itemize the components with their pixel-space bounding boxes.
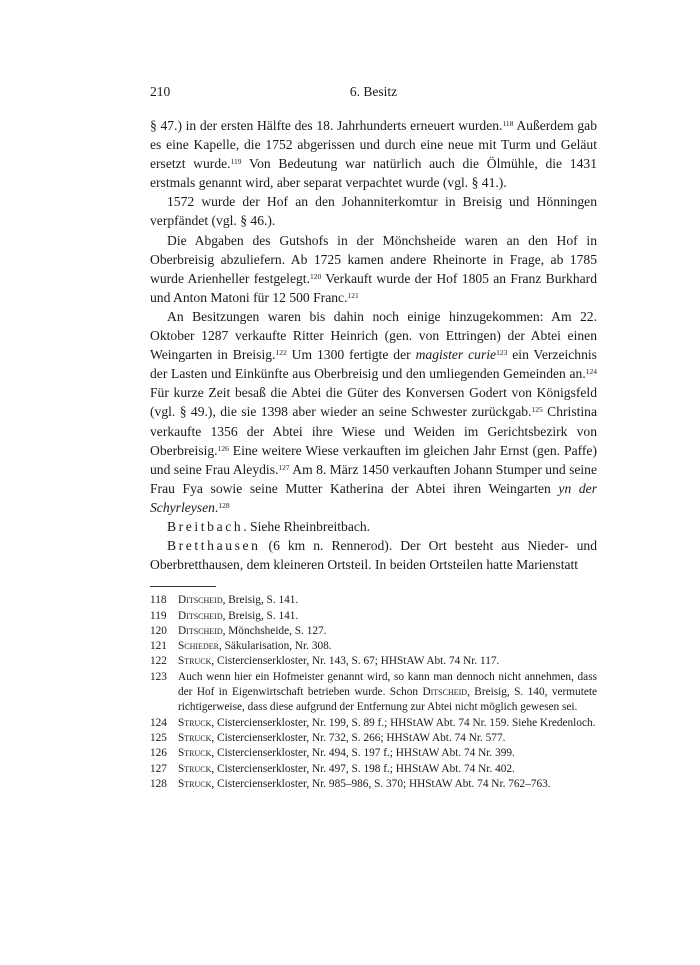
footnote-author: Struck: [178, 731, 212, 744]
footnote-text: [178, 746, 597, 761]
footnote: [150, 746, 597, 761]
footnote-number: 126: [150, 747, 167, 760]
footnote: [150, 639, 597, 654]
italic-term: magister curie: [415, 347, 497, 363]
footnote: [150, 670, 597, 716]
footnote-text: [178, 716, 597, 731]
text-run: An Besitzungen waren bis dahin noch einige hinzugekommen: Am 22. Oktober 1287 verkaufte Ritter Heinrich (gen. von Ettringen) der Abtei einen Weingarten in Breisig.: [150, 308, 597, 363]
footnote-citation: , Säkularisation, Nr. 308.: [218, 640, 332, 653]
text-run: Eine weitere Wiese verkauften im gleichen Jahr Ernst (gen. Paffe) und seine Frau Aleydis.: [150, 442, 597, 477]
footnote-number: 120: [150, 624, 167, 637]
footnote-text: [178, 670, 597, 716]
paragraph: [150, 307, 597, 517]
footnote-author: Ditscheid: [178, 594, 223, 607]
footnote: [150, 777, 597, 792]
footnote-text: [178, 639, 597, 654]
footnote-number: 121: [150, 640, 167, 653]
text-run: . Siehe Rheinbreitbach.: [243, 518, 371, 534]
footnote-pre: Auch wenn hier ein Hofmeister genannt wird, so kann man dennoch nicht annehmen, dass der Hof in Eigenwirtschaft betrieben wurde. Schon: [178, 670, 597, 699]
paragraph: 1572 wurde der Hof an den Johanniterkomtur in Breisig und Hönningen verpfändet (vgl. § 46.).: [150, 194, 597, 229]
footnotes: [150, 593, 597, 792]
footnote-text: [178, 654, 597, 669]
entry-name: Breitbach: [167, 518, 244, 534]
page-header: [150, 84, 597, 106]
footnote: [150, 716, 597, 731]
footnote: [150, 609, 597, 624]
footnote-separator: [150, 586, 216, 587]
footnote-ref[interactable]: 119: [230, 157, 242, 167]
text-run: (6 km n. Rennerod). Der Ort besteht aus Nieder- und Oberbretthausen, dem kleineren Ortsteil. In beiden Ortsteilen hatte Marienstatt: [150, 538, 597, 573]
footnote-citation: , Cistercienserkloster, Nr. 732, S. 266; HHStAW Abt. 74 Nr. 577.: [211, 731, 506, 744]
footnote-number: 125: [150, 731, 167, 744]
footnote-ref[interactable]: 125: [531, 405, 543, 415]
footnote-author: Struck: [178, 747, 212, 760]
footnote-author: Ditscheid: [178, 609, 223, 622]
footnote-citation: , Mönchsheide, S. 127.: [222, 624, 327, 637]
footnote: [150, 624, 597, 639]
footnote-ref[interactable]: 128: [218, 500, 230, 510]
text-run: Am 8. März 1450 verkauften Johann Stumper und seine Frau Fya sowie seine Mutter Katherina der Abtei ihren Weingarten: [150, 461, 597, 496]
footnote-author: Struck: [178, 777, 212, 790]
footnote-author: Struck: [178, 655, 212, 668]
text-run: Außerdem gab es eine Kapelle, die 1752 abgerissen und durch eine neue mit Turm und Geläut ersetzt wurde.: [150, 118, 597, 172]
footnote-author: Struck: [178, 762, 212, 775]
entry-paragraph: [150, 517, 597, 536]
footnote-author: Ditscheid: [178, 624, 223, 637]
body-text: [150, 116, 597, 574]
footnote-number: 118: [150, 594, 167, 607]
footnote-number: 127: [150, 762, 167, 775]
footnote-ref[interactable]: 121: [347, 290, 359, 300]
footnote-number: 122: [150, 655, 167, 668]
footnote-citation: , Cistercienserkloster, Nr. 143, S. 67; HHStAW Abt. 74 Nr. 117.: [211, 655, 500, 668]
footnote-number: 128: [150, 777, 167, 790]
footnote: [150, 654, 597, 669]
footnote-number: 124: [150, 716, 167, 729]
footnote-number: 119: [150, 609, 167, 622]
text-run: § 47.) in der ersten Hälfte des 18. Jahrhunderts erneuert wurden.: [150, 118, 503, 133]
footnote-text: [178, 593, 597, 608]
footnote-ref[interactable]: 118: [502, 119, 514, 128]
footnote-citation: , Cistercienserkloster, Nr. 494, S. 197 f.; HHStAW Abt. 74 Nr. 399.: [211, 747, 515, 760]
italic-term: yn der Schyrleysen: [150, 480, 597, 515]
footnote-author: Ditscheid: [422, 686, 468, 699]
text-run: Christina verkaufte 1356 der Abtei ihre Wiese und Weiden im Gerichtsbezirk von Oberbreisig.: [150, 404, 597, 458]
footnote-ref[interactable]: 123: [496, 348, 508, 358]
paragraph: [150, 231, 597, 307]
footnote-number: 123: [150, 670, 167, 683]
footnote-citation: , Breisig, S. 141.: [222, 609, 299, 622]
footnote-text: [178, 777, 597, 792]
page-number: 210: [150, 84, 171, 99]
text-run: ein Verzeichnis der Lasten und Einkünfte aus Oberbreisig und den umliegenden Gemeinden an.: [150, 347, 597, 382]
footnote-author: Struck: [178, 716, 212, 729]
footnote-ref[interactable]: 127: [278, 462, 290, 472]
footnote-author: Schieder: [178, 640, 219, 653]
footnote-text: [178, 609, 597, 624]
footnote-text: [178, 762, 597, 777]
footnote-text: [178, 624, 597, 639]
text-run: .: [214, 499, 219, 515]
text-run: Für kurze Zeit besaß die Abtei die Güter des Konversen Godert von Königsfeld (vgl. § 49.), die sie 1398 aber wieder an seine Schwester zurückgab.: [150, 385, 597, 420]
footnote: [150, 731, 597, 746]
entry-name: Bretthausen: [167, 538, 261, 554]
footnote-citation: , Cistercienserkloster, Nr. 497, S. 198 f.; HHStAW Abt. 74 Nr. 402.: [211, 762, 515, 775]
footnote-text: [178, 731, 597, 746]
footnote-citation: , Cistercienserkloster, Nr. 985–986, S. 370; HHStAW Abt. 74 Nr. 762–763.: [211, 777, 551, 790]
paragraph: [150, 116, 597, 192]
footnote-ref[interactable]: 124: [585, 367, 597, 377]
footnote-ref[interactable]: 120: [309, 271, 322, 281]
entry-paragraph: [150, 536, 597, 574]
footnote-ref[interactable]: 126: [217, 443, 229, 453]
footnote-citation: , Breisig, S. 141.: [222, 594, 299, 607]
footnote: [150, 593, 597, 608]
footnote-ref[interactable]: 122: [275, 348, 287, 358]
footnote: [150, 762, 597, 777]
footnote-citation: , Breisig, S. 140, vermutete richtigerweise, dass diese aufgrund der Entfernung zur Abtei nicht möglich gewesen sei.: [178, 686, 597, 714]
text-run: Um 1300 fertigte der: [286, 347, 416, 363]
text-run: Die Abgaben des Gutshofs in der Mönchsheide waren an den Hof in Oberbreisig abzuliefern. Ab 1725 kamen andere Rheinorte in Frage, ab 1785 wurde Arienheller festgelegt.: [150, 232, 597, 286]
running-title: 6. Besitz: [349, 84, 398, 99]
text-run: Verkauft wurde der Hof 1805 an Franz Burkhard und Anton Matoni für 12 500 Franc.: [150, 270, 597, 305]
book-page: [150, 84, 597, 792]
footnote-citation: , Cistercienserkloster, Nr. 199, S. 89 f.; HHStAW Abt. 74 Nr. 159. Siehe Kredenloch.: [211, 716, 596, 729]
text-run: Von Bedeutung war natürlich auch die Ölmühle, die 1431 erstmals genannt wird, aber separat verpachtet wurde (vgl. § 41.).: [150, 156, 597, 191]
